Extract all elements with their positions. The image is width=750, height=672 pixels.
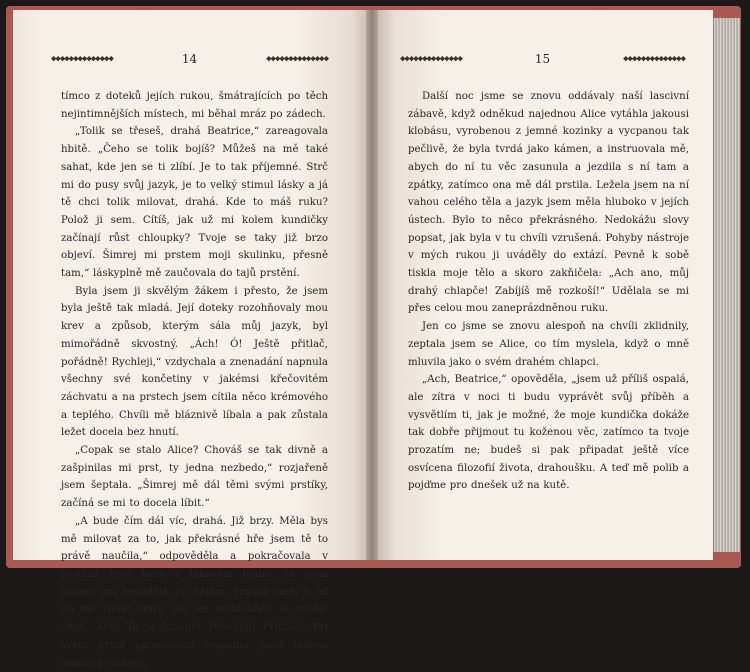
ornament-left: ◆◆◆◆◆◆◆◆◆◆◆◆◆◆ <box>51 54 113 64</box>
left-page-header <box>51 50 328 68</box>
paragraph: „A bude čím dál víc, drahá. Již brzy. Měla bys mě milovat za to, jak překrásné hře jsem tě to právě naučila,“ odpověděla a pokračovala v prstění. Byla jsem v takovém blahu, že jsem málem ani nevěděla, co dělám. Prosila jsem ji, ať do mě vjede prsty, jak jen nejhlouběji to půjde. „Ach, Ách! To je úžasné! Hlouběji! Přitlač!“ Při svém první panenském orgasmu jsem málem omdlela rozkoší. <box>61 515 328 669</box>
right-page <box>378 10 713 560</box>
ornament-right: ◆◆◆◆◆◆◆◆◆◆◆◆◆◆ <box>623 54 685 64</box>
left-page-body <box>61 88 328 672</box>
left-page <box>13 10 366 669</box>
ornament-right: ◆◆◆◆◆◆◆◆◆◆◆◆◆◆ <box>266 54 328 64</box>
right-page-body <box>408 88 689 495</box>
paragraph: „Tolik se třeseš, drahá Beatrice,“ zareagovala hbitě. „Čeho se tolik bojíš? Můžeš na mě také sahat, kde jen se ti zlíbí. Je to tak příjemné. Strč mi do pusy svůj jazyk, je to velký stimul lásky a já tě chci tolik milovat, drahá. Kde to máš ruku? Polož ji sem. Cítíš, jak už mi kolem kundičky začínají růst chloupky? Tvoje se taky již brzo objeví. Šimrej mi prstem moji skulinku, přesně tam,“ láskyplně mě zaučovala do tajů prstění. <box>61 126 328 280</box>
paragraph: Byla jsem ji skvělým žákem i přesto, že jsem byla ještě tak mladá. Její doteky rozohňovaly mou krev a způsob, kterým sála můj jazyk, byl mimořádně skvostný. „Ách! Ó! Ještě přitlač, pořádně! Rychleji,“ vzdychala a znenadání napnula všechny své končetiny v jakémsi křečovitém záchvatu a na prstech jsem cítila něco krémového a teplého. Chvíli mě bláznivě líbala a pak zůstala ležet docela bez hnutí. <box>61 285 328 439</box>
paragraph: Další noc jsme se znovu oddávaly naší lascivní zábavě, když odněkud najednou Alice vytáhla jakousi klobásu, vyrobenou z jemné kozinky a vycpanou tak pečlivě, že byla tvrdá jako kámen, a instruovala mě, abych do ní tu věc zasunula a jezdila s ní tam a zpátky, zatímco ona mě dál prstila. Ležela jsem na ní vahou celého těla a jazyk jsem měla hluboko v jejích ústech. Bylo to něco překrásného. Nedokážu slovy popsat, jak byla v tu chvíli vzrušená. Pohyby nástroje v mých rukou ji uváděly do extází. Pevně k sobě tiskla moje tělo a skoro zakňičela: „Ach ano, můj drahý chlapče! Zabíjíš mě rozkoší!“ Udělala se mi přes celou mou zaneprázdněnou ruku. <box>408 91 689 315</box>
page-number-left: 14 <box>181 52 198 66</box>
paragraph: „Copak se stalo Alice? Chováš se tak divně a zašpinilas mi prst, ty jedna nezbedo,“ rozjařeně jsem šeptala. „Šimrej mě dál těmi svými prstíky, začíná se mi to docela líbit.“ <box>61 445 328 510</box>
page-number-right: 15 <box>534 52 551 66</box>
paragraph: Jen co jsme se znovu alespoň na chvíli zklidnily, zeptala jsem se Alice, co tím myslela, když o mně mluvila jako o svém drahém chlapci. <box>408 321 689 368</box>
paragraph: „Ach, Beatrice,“ opověděla, „jsem už příliš ospalá, ale zítra v noci ti budu vyprávět svůj příběh a vysvětlím ti, jak je možné, že moje kundička dokáže tak dobře přijmout tu koženou věc, zatímco ta tvoje prozatím ne; budeš si pak připadat ještě více osvícena filozofií života, drahoušku. A teď mě polib a pojďme pro dnešek už na kutě. <box>408 374 689 492</box>
page-edges <box>713 18 740 552</box>
ornament-left: ◆◆◆◆◆◆◆◆◆◆◆◆◆◆ <box>400 54 462 64</box>
right-page-header <box>400 50 685 68</box>
paragraph: tímco z doteků jejích rukou, šmátrajících po těch nejintimnějších místech, mi běhal mráz po zádech. <box>61 91 328 120</box>
book-gutter <box>366 10 378 560</box>
